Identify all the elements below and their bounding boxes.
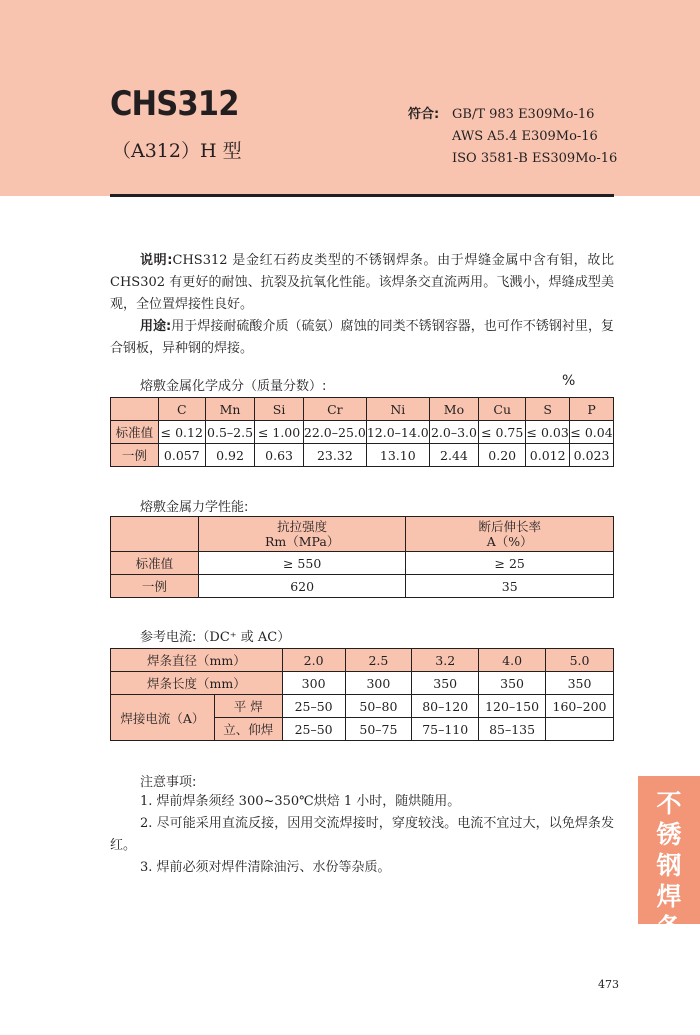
flat-row [111, 695, 614, 718]
length-label: 焊条长度（mm） [111, 672, 283, 695]
current-cell [546, 718, 614, 741]
mech-cell: 620 [198, 575, 406, 598]
row-label: 标准值 [111, 552, 199, 575]
chem-cell: ≤ 1.00 [255, 421, 304, 444]
conformance-block [408, 104, 618, 166]
notes-title: 注意事项: [140, 775, 197, 790]
chem-cell: 12.0–14.0 [366, 421, 429, 444]
flat-label: 平 焊 [214, 695, 282, 718]
mech-cell: ≥ 25 [406, 552, 614, 575]
mech-title: 熔敷金属力学性能: [140, 500, 249, 515]
model-title: CHS312 [110, 84, 239, 124]
mech-example-row [111, 575, 614, 598]
chem-title: 熔敷金属化学成分（质量分数）: [140, 379, 327, 394]
vertical-label: 立、仰焊 [214, 718, 282, 741]
elongation-label: 断后伸长率 [478, 519, 541, 534]
mech-header-cell [406, 517, 614, 552]
current-title-label: 参考电流: [140, 630, 197, 645]
section-tab-char: 锈 [656, 820, 682, 849]
diameter-cell: 2.0 [282, 649, 345, 672]
row-label: 标准值 [111, 421, 159, 444]
current-cell: 85–135 [479, 718, 546, 741]
description-label: 说明: [140, 253, 173, 268]
current-title [140, 626, 290, 645]
header-rule [110, 194, 614, 197]
chem-cell: ≤ 0.12 [158, 421, 205, 444]
mech-table [110, 516, 614, 598]
chem-header-cell: Cr [303, 398, 366, 421]
note-item: 2. 尽可能采用直流反接，因用交流焊接时，穿度较浅。电流不宜过大，以免焊条发红。 [110, 816, 614, 853]
section-tab [638, 776, 700, 942]
current-cell: 80–120 [412, 695, 479, 718]
chem-unit: % [562, 373, 576, 389]
current-table [110, 648, 614, 741]
section-tab-char: 焊 [656, 882, 682, 911]
section-tab-char: 钢 [656, 851, 682, 880]
chem-cell: 0.023 [570, 444, 614, 467]
chem-header-cell: Mn [205, 398, 254, 421]
current-cell: 25–50 [282, 695, 345, 718]
chem-header-cell [111, 398, 159, 421]
length-cell: 300 [345, 672, 412, 695]
current-cell: 50–80 [345, 695, 412, 718]
chem-cell: ≤ 0.03 [526, 421, 570, 444]
standard-iso: ISO 3581-B ES309Mo-16 [452, 151, 618, 166]
diameter-cell: 2.5 [345, 649, 412, 672]
chem-header-row [111, 398, 614, 421]
chem-cell: 0.63 [255, 444, 304, 467]
chem-header-cell: Si [255, 398, 304, 421]
usage-label: 用途: [140, 319, 172, 334]
standard-aws: AWS A5.4 E309Mo-16 [452, 129, 598, 144]
mech-header-cell [198, 517, 406, 552]
chem-table [110, 397, 614, 467]
length-cell: 300 [282, 672, 345, 695]
chem-cell: 2.0–3.0 [429, 421, 478, 444]
current-note: （DC⁺ 或 AC） [196, 630, 291, 645]
section-tab-label [638, 788, 700, 943]
chem-cell: 0.012 [526, 444, 570, 467]
diameter-label: 焊条直径（mm） [111, 649, 283, 672]
model-subtype: （A312）H 型 [112, 140, 242, 162]
chem-header-cell: C [158, 398, 205, 421]
current-cell: 120–150 [479, 695, 546, 718]
chem-cell: 2.44 [429, 444, 478, 467]
mech-cell: ≥ 550 [198, 552, 406, 575]
conform-label: 符合: [408, 107, 440, 122]
row-label: 一例 [111, 575, 199, 598]
note-item: 3. 焊前必须对焊件清除油污、水份等杂质。 [140, 860, 391, 875]
description-paragraph [110, 250, 614, 316]
length-row [111, 672, 614, 695]
chem-cell: ≤ 0.04 [570, 421, 614, 444]
chem-cell: 22.0–25.0 [303, 421, 366, 444]
chem-cell: 0.057 [158, 444, 205, 467]
chem-cell: 0.20 [479, 444, 526, 467]
chem-header-cell: S [526, 398, 570, 421]
diameter-cell: 4.0 [479, 649, 546, 672]
diameter-cell: 5.0 [546, 649, 614, 672]
elongation-unit: A（%） [486, 534, 533, 549]
mech-cell: 35 [406, 575, 614, 598]
chem-header-cell: Mo [429, 398, 478, 421]
chem-cell: 23.32 [303, 444, 366, 467]
chem-cell: 0.5–2.5 [205, 421, 254, 444]
tensile-label: 抗拉强度 [277, 519, 328, 534]
current-cell: 160–200 [546, 695, 614, 718]
tensile-unit: Rm（MPa） [264, 534, 340, 549]
length-cell: 350 [412, 672, 479, 695]
note-item: 1. 焊前焊条须经 300~350℃烘焙 1 小时，随烘随用。 [140, 794, 461, 809]
chem-cell: ≤ 0.75 [479, 421, 526, 444]
current-cell: 25–50 [282, 718, 345, 741]
length-cell: 350 [546, 672, 614, 695]
chem-header-cell: Ni [366, 398, 429, 421]
mech-standard-row [111, 552, 614, 575]
diameter-row [111, 649, 614, 672]
current-cell: 75–110 [412, 718, 479, 741]
diameter-cell: 3.2 [412, 649, 479, 672]
section-tab-char: 条 [656, 913, 682, 942]
usage-paragraph [110, 316, 614, 360]
length-cell: 350 [479, 672, 546, 695]
chem-example-row [111, 444, 614, 467]
chem-cell: 0.92 [205, 444, 254, 467]
chem-cell: 13.10 [366, 444, 429, 467]
chem-header-cell: P [570, 398, 614, 421]
standard-gb: GB/T 983 E309Mo-16 [452, 107, 595, 122]
current-label: 焊接电流（A） [111, 695, 215, 741]
usage-text: 用于焊接耐硫酸介质（硫氨）腐蚀的同类不锈钢容器，也可作不锈钢衬里，复合钢板，异种钢的焊接。 [110, 319, 614, 356]
chem-header-cell: Cu [479, 398, 526, 421]
mech-header-cell [111, 517, 199, 552]
page-number: 473 [598, 978, 619, 991]
description-text: CHS312 是金红石药皮类型的不锈钢焊条。由于焊缝金属中含有钼，故比 CHS302 有更好的耐蚀、抗裂及抗氧化性能。该焊条交直流两用。飞溅小，焊缝成型美观，全位置焊接性良好。 [110, 253, 614, 312]
section-tab-char: 不 [656, 789, 682, 818]
current-cell: 50–75 [345, 718, 412, 741]
chem-standard-row [111, 421, 614, 444]
row-label: 一例 [111, 444, 159, 467]
mech-header-row [111, 517, 614, 552]
